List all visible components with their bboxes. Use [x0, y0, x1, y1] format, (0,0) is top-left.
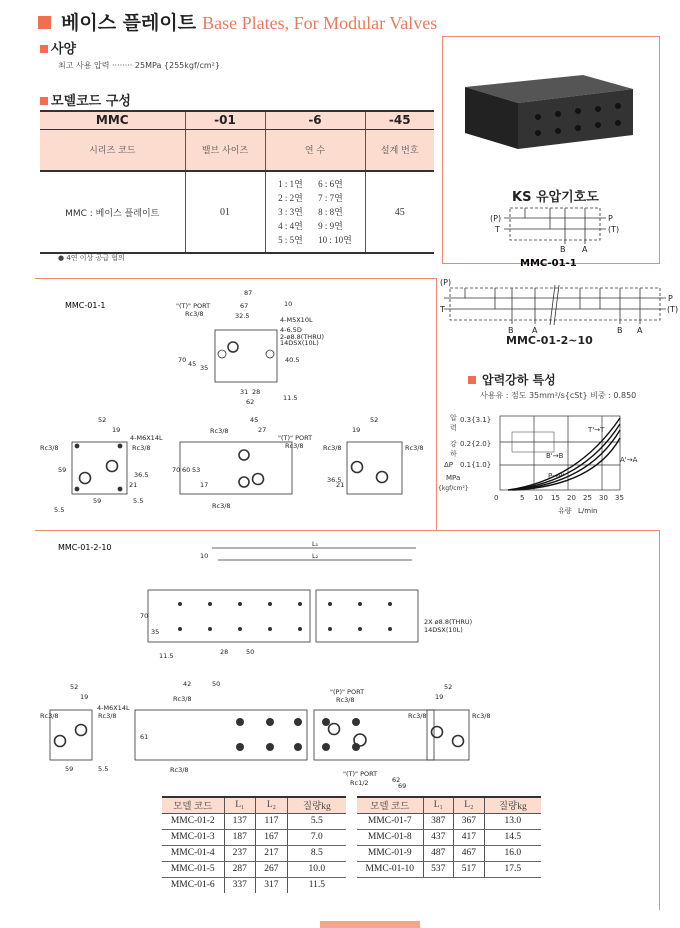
svg-text:Rc1/2: Rc1/2: [350, 779, 369, 787]
svg-text:T: T: [495, 225, 500, 234]
svg-text:{kgf/cm²}: {kgf/cm²}: [438, 485, 469, 492]
svg-text:10: 10: [534, 494, 543, 502]
svg-text:28: 28: [252, 388, 261, 396]
pressure-drop-heading: 압력강하 특성: [468, 371, 556, 388]
svg-text:B: B: [617, 326, 623, 335]
svg-text:50: 50: [212, 680, 221, 688]
table-row: MMC-01-3 187 167 7.0: [162, 829, 346, 845]
table-row: MMC-01-2 137 117 5.5: [162, 813, 346, 829]
svg-text:B: B: [508, 326, 514, 335]
svg-text:Rc3/8: Rc3/8: [173, 695, 192, 703]
svg-text:B'→B: B'→B: [546, 452, 564, 460]
svg-text:Rc3/8: Rc3/8: [98, 712, 117, 720]
svg-text:5: 5: [520, 494, 525, 502]
svg-text:28: 28: [220, 648, 229, 656]
svg-text:5.5: 5.5: [54, 506, 65, 514]
svg-text:11.5: 11.5: [283, 394, 298, 402]
svg-text:10: 10: [200, 552, 209, 560]
svg-text:"(T)" PORT: "(T)" PORT: [176, 302, 211, 310]
drawing-mmc-01-1: [40, 282, 435, 527]
model-code-table: MMC -01 -6 -45 시리즈 코드 밸브 사이즈 연 수 설계 번호 MMC : 베이스 플레이트 01 1 : 1연 6 : 6연 2 : 2연 7 : 7연 3 : 3연 8 : 8연 4 : 4연 9 : 9연 5 : 5연 10 : 10연 45: [40, 110, 434, 254]
drawing2-title: MMC-01-2-10: [58, 543, 112, 552]
svg-text:36.5: 36.5: [327, 476, 342, 484]
svg-text:0: 0: [494, 494, 499, 502]
symbol-caption-1: MMC-01-1: [520, 258, 577, 269]
svg-text:A: A: [582, 245, 588, 254]
supply-note: ● 4연 이상 공급 협의: [58, 254, 125, 262]
svg-text:Rc3/8: Rc3/8: [336, 696, 355, 704]
svg-text:5.5: 5.5: [133, 497, 144, 505]
page-title: [38, 8, 437, 35]
svg-text:25: 25: [583, 494, 592, 502]
dimension-table-right: 모델 코드 L₁ L₂ 질량kg MMC-01-7 387 367 13.0 MMC-01-8 437 417 14.5 MMC-01-9 487 467 16.0 MMC-01-10 537 517 17.5: [357, 796, 541, 878]
svg-text:52: 52: [444, 683, 453, 691]
symbols-heading: KS 유압기호도: [512, 190, 599, 205]
symbol-caption-2: MMC-01-2~10: [506, 334, 593, 347]
svg-text:59: 59: [93, 497, 102, 505]
svg-text:P: P: [608, 214, 613, 223]
svg-text:유량: 유량: [558, 507, 572, 515]
title-ko: 베이스 플레이트: [61, 12, 197, 34]
svg-text:MPa: MPa: [446, 474, 461, 482]
svg-text:35: 35: [615, 494, 624, 502]
svg-text:19: 19: [352, 426, 361, 434]
svg-text:A'→A: A'→A: [620, 456, 638, 464]
svg-text:17: 17: [200, 481, 209, 489]
svg-text:B: B: [560, 245, 566, 254]
station-list: 1 : 1연 6 : 6연 2 : 2연 7 : 7연 3 : 3연 8 : 8연 4 : 4연 9 : 9연 5 : 5연 10 : 10연: [278, 179, 352, 245]
svg-text:ΔP: ΔP: [444, 461, 454, 469]
svg-text:압: 압: [450, 414, 457, 422]
drawing-mmc-01-2-10: [40, 534, 660, 790]
svg-text:4-M6X14L: 4-M6X14L: [97, 704, 130, 712]
svg-text:L/min: L/min: [578, 507, 598, 515]
svg-text:52: 52: [70, 683, 79, 691]
svg-text:4-6.5D: 4-6.5D: [280, 326, 302, 334]
svg-text:62: 62: [246, 398, 255, 406]
svg-text:27: 27: [258, 426, 267, 434]
svg-text:67: 67: [240, 302, 249, 310]
svg-text:61: 61: [140, 733, 149, 741]
max-pressure: 최고 사용 압력 ········ 25MPa {255kgf/cm²}: [58, 61, 220, 70]
svg-text:35: 35: [151, 628, 160, 636]
svg-text:19: 19: [80, 693, 89, 701]
svg-text:59: 59: [65, 765, 74, 773]
svg-text:60: 60: [182, 466, 191, 474]
title-en: Base Plates, For Modular Valves: [202, 13, 438, 33]
svg-text:36.5: 36.5: [134, 471, 149, 479]
svg-text:2-ø8.8(THRU): 2-ø8.8(THRU): [280, 333, 324, 341]
svg-text:52: 52: [370, 416, 379, 424]
svg-text:11.5: 11.5: [159, 652, 174, 660]
spec-heading: 사양: [40, 38, 76, 57]
svg-text:(P): (P): [440, 278, 452, 287]
oil-condition: 사용유 : 점도 35mm²/s{cSt} 비중 : 0.850: [480, 391, 637, 400]
svg-text:14DSX(10L): 14DSX(10L): [424, 626, 463, 634]
svg-text:A: A: [637, 326, 643, 335]
svg-text:Rc3/8: Rc3/8: [210, 427, 229, 435]
port-holes: [178, 602, 392, 751]
svg-text:Rc3/8: Rc3/8: [212, 502, 231, 510]
footer-bar: [320, 921, 420, 928]
svg-text:0.1{1.0}: 0.1{1.0}: [460, 461, 492, 469]
svg-text:14DSX(10L): 14DSX(10L): [280, 339, 319, 347]
hydraulic-symbols: [440, 200, 680, 345]
svg-text:Rc3/8: Rc3/8: [472, 712, 491, 720]
svg-text:"(T)" PORT: "(T)" PORT: [343, 770, 378, 778]
svg-text:(T): (T): [608, 225, 620, 234]
svg-text:70: 70: [140, 612, 149, 620]
svg-text:강: 강: [450, 440, 457, 448]
svg-text:L₁: L₁: [312, 540, 319, 548]
svg-text:5.5: 5.5: [98, 765, 109, 773]
svg-text:21: 21: [129, 481, 138, 489]
svg-text:Rc3/8: Rc3/8: [132, 444, 151, 452]
svg-text:(T): (T): [667, 305, 679, 314]
table-row: MMC-01-6 337 317 11.5: [162, 877, 346, 893]
svg-text:30: 30: [599, 494, 608, 502]
svg-text:Rc3/8: Rc3/8: [323, 444, 342, 452]
svg-text:31: 31: [240, 388, 249, 396]
svg-text:15: 15: [551, 494, 560, 502]
svg-text:2X ø8.8(THRU): 2X ø8.8(THRU): [424, 618, 473, 626]
svg-text:0.2{2.0}: 0.2{2.0}: [460, 440, 492, 448]
drawing1-title: MMC-01-1: [65, 301, 106, 310]
svg-text:50: 50: [246, 648, 255, 656]
svg-text:70: 70: [172, 466, 181, 474]
svg-text:"(T)" PORT: "(T)" PORT: [278, 434, 313, 442]
svg-text:P: P: [668, 294, 673, 303]
svg-text:10: 10: [284, 300, 293, 308]
svg-text:32.5: 32.5: [235, 312, 250, 320]
svg-text:52: 52: [98, 416, 107, 424]
svg-text:20: 20: [567, 494, 576, 502]
svg-text:Rc3/8: Rc3/8: [285, 442, 304, 450]
table-row: MMC-01-5 287 267 10.0: [162, 861, 346, 877]
model-code-heading: 모델코드 구성: [40, 90, 131, 109]
svg-text:42: 42: [183, 680, 192, 688]
svg-text:0.3{3.1}: 0.3{3.1}: [460, 416, 492, 424]
svg-text:4-M5X10L: 4-M5X10L: [280, 316, 313, 324]
svg-text:(P): (P): [490, 214, 502, 223]
svg-text:59: 59: [58, 466, 67, 474]
svg-text:력: 력: [450, 424, 457, 432]
svg-text:21: 21: [336, 481, 345, 489]
svg-text:T: T: [440, 305, 445, 314]
svg-text:53: 53: [192, 466, 201, 474]
table-row: MMC-01-4 237 217 8.5: [162, 845, 346, 861]
svg-text:4-M6X14L: 4-M6X14L: [130, 434, 163, 442]
svg-text:T'→T: T'→T: [588, 426, 605, 434]
table-row: MMC-01-10 537 517 17.5: [357, 861, 541, 877]
svg-text:70: 70: [178, 356, 187, 364]
dimension-table-left: 모델 코드 L₁ L₂ 질량kg MMC-01-2 137 117 5.5 MMC-01-3 187 167 7.0 MMC-01-4 237 217 8.5 MMC-01-5 287 267 10.0 MMC-01-6 337 317 11.5: [162, 796, 346, 893]
table-row: MMC-01-7 387 367 13.0: [357, 813, 541, 829]
svg-text:Rc3/8: Rc3/8: [40, 712, 59, 720]
svg-text:45: 45: [250, 416, 259, 424]
svg-text:하: 하: [450, 450, 457, 458]
svg-text:P→P': P→P': [548, 472, 565, 480]
svg-text:69: 69: [398, 782, 407, 790]
svg-text:40.5: 40.5: [285, 356, 300, 364]
svg-text:45: 45: [188, 360, 197, 368]
pressure-drop-chart: [438, 410, 678, 520]
svg-text:62: 62: [392, 776, 401, 784]
svg-text:"(P)" PORT: "(P)" PORT: [330, 688, 365, 696]
svg-text:Rc3/8: Rc3/8: [408, 712, 427, 720]
svg-text:Rc3/8: Rc3/8: [185, 310, 204, 318]
svg-text:87: 87: [244, 289, 253, 297]
table-row: MMC-01-9 487 467 16.0: [357, 845, 541, 861]
svg-text:L₂: L₂: [312, 552, 319, 560]
svg-text:19: 19: [435, 693, 444, 701]
svg-text:A: A: [532, 326, 538, 335]
svg-text:19: 19: [112, 426, 121, 434]
svg-text:35: 35: [200, 364, 209, 372]
svg-text:Rc3/8: Rc3/8: [170, 766, 189, 774]
table-row: MMC-01-8 437 417 14.5: [357, 829, 541, 845]
svg-text:Rc3/8: Rc3/8: [405, 444, 424, 452]
svg-text:Rc3/8: Rc3/8: [40, 444, 59, 452]
